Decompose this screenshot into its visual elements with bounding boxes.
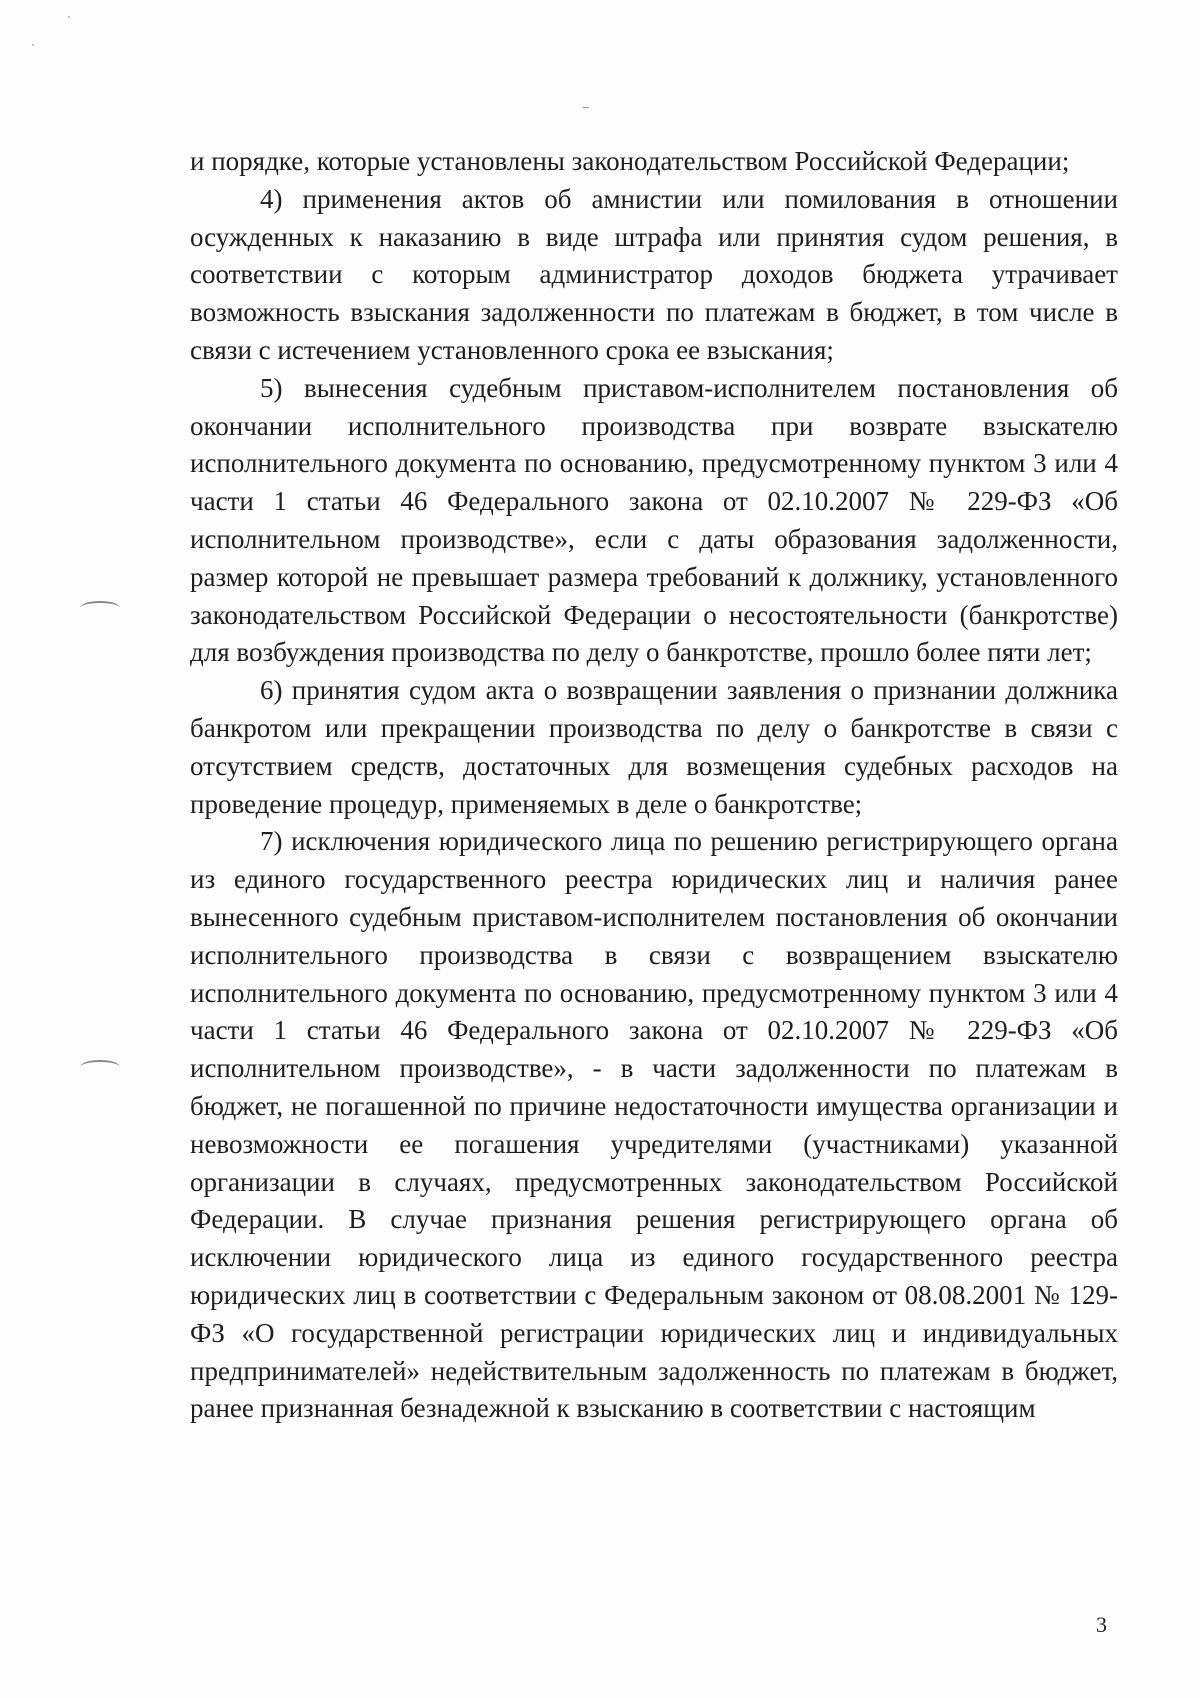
- scan-dash-mark: [583, 107, 589, 108]
- paragraph-item-5: 5) вынесения судебным приставом-исполнителем постановления об окончании исполнительного производства при возврате взыскателю исполнительного документа по основанию, предусмотренному пунктом 3 или 4 части 1 статьи 46 Федерального закона от 02.10.2007 № 229-ФЗ «Об исполнительном производстве», если с даты образования задолженности, размер которой не превышает размера требований к должнику, установленного законодательством Российской Федерации о несостоятельности (банкротстве) для возбуждения производства по делу о банкротстве, прошло более пяти лет;: [190, 372, 1118, 668]
- scan-speck: [32, 44, 34, 46]
- paragraph-item-6: 6) принятия судом акта о возвращении заявления о признании должника банкротом или прекращении производства по делу о банкротстве в связи с отсутствием средств, достаточных для возмещения судебных расходов на проведение процедур, применяемых в деле о банкротстве;: [190, 675, 1118, 819]
- paragraph-continuation: и порядке, которые установлены законодательством Российской Федерации;: [190, 146, 1070, 176]
- document-body: [190, 143, 1118, 1428]
- punch-hole-mark: [80, 1060, 120, 1074]
- paragraph-item-4: 4) применения актов об амнистии или помилования в отношении осужденных к наказанию в виде штрафа или принятия судом решения, в соответствии с которым администратор доходов бюджета утрачивает возможность взыскания задолженности по платежам в бюджет, в том числе в связи с истечением установленного срока ее взыскания;: [190, 183, 1118, 365]
- punch-hole-mark: [80, 601, 120, 615]
- scan-speck: [68, 16, 70, 18]
- paragraph-item-7: 7) исключения юридического лица по решению регистрирующего органа из единого государственного реестра юридических лиц и наличия ранее вынесенного судебным приставом-исполнителем постановления об окончании исполнительного производства в связи с возвращением взыскателю исполнительного документа по основанию, предусмотренному пунктом 3 или 4 части 1 статьи 46 Федерального закона от 02.10.2007 № 229-ФЗ «Об исполнительном производстве», - в части задолженности по платежам в бюджет, не погашенной по причине недостаточности имущества организации и невозможности ее погашения учредителями (участниками) указанной организации в случаях, предусмотренных законодательством Российской Федерации. В случае признания решения регистрирующего органа об исключении юридического лица из единого государственного реестра юридических лиц в соответствии с Федеральным законом от 08.08.2001 № 129-ФЗ «О государственной регистрации юридических лиц и индивидуальных предпринимателей» недействительным задолженность по платежам в бюджет, ранее признанная безнадежной к взысканию в соответствии с настоящим: [190, 826, 1118, 1424]
- page-number: 3: [1096, 1612, 1107, 1637]
